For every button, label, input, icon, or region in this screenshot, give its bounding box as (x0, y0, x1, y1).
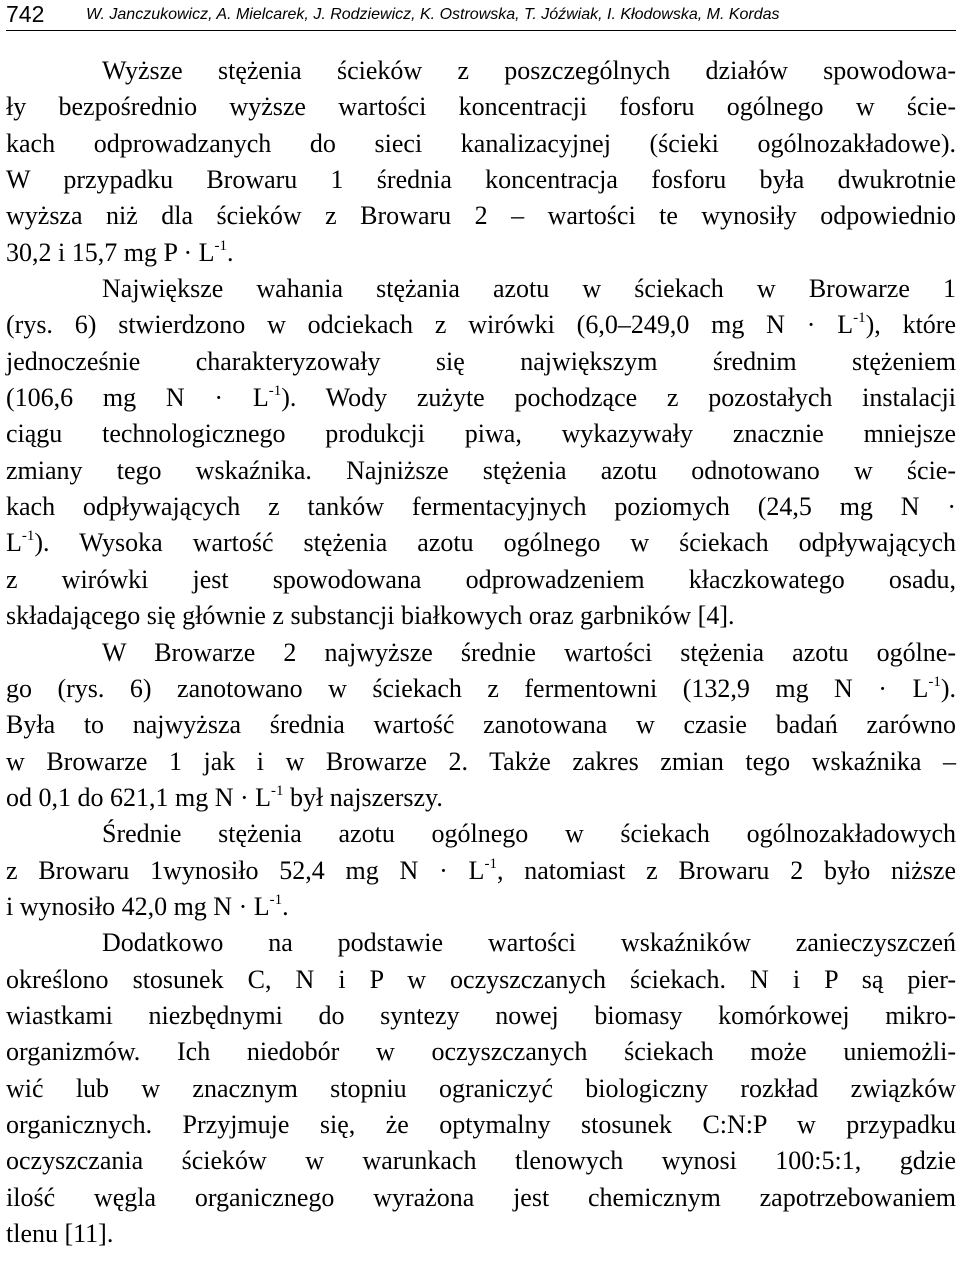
text-run: jednocześnie charakteryzowały się największym średnim stężeniem (6, 346, 956, 376)
text-run: składającego się głównie z substancji białkowych oraz garbników [4]. (6, 601, 735, 631)
text-line (6, 816, 956, 852)
superscript: -1 (853, 310, 866, 327)
text-line (6, 525, 956, 561)
header-authors: W. Janczukowicz, A. Mielcarek, J. Rodziewicz, K. Ostrowska, T. Jóźwiak, I. Kłodowska, M. Kordas (86, 6, 780, 23)
text-run: ). (940, 673, 956, 703)
text-line (6, 1180, 956, 1216)
text-line (6, 780, 956, 816)
paragraph (6, 925, 956, 1252)
text-run: kach odpływających z tanków fermentacyjnych poziomych (24,5 mg N · (6, 492, 956, 522)
text-run: ły bezpośrednio wyższe wartości koncentracji fosforu ogólnego w ście- (6, 92, 956, 122)
text-line (6, 998, 956, 1034)
text-line (6, 198, 956, 234)
text-run: ), które (865, 310, 956, 340)
text-run: w Browarze 1 jak i w Browarze 2. Także zakres zmian tego wskaźnika – (6, 746, 956, 776)
body-text (6, 53, 956, 1252)
text-line (6, 344, 956, 380)
text-line (6, 380, 956, 416)
text-line (6, 453, 956, 489)
text-run: od 0,1 do 621,1 mg N · L (6, 782, 272, 812)
text-run: , natomiast z Browaru 2 było niższe (496, 855, 956, 885)
text-line (6, 562, 956, 598)
text-run: W przypadku Browaru 1 średnia koncentracja fosforu była dwukrotnie (6, 165, 956, 195)
text-line (6, 489, 956, 525)
text-line (6, 1071, 956, 1107)
text-line (6, 925, 956, 961)
text-run: ciągu technologicznego produkcji piwa, wykazywały znacznie mniejsze (6, 419, 956, 449)
text-run: Wyższe stężenia ścieków z poszczególnych działów spowodowa- (102, 56, 956, 85)
text-line (6, 1143, 956, 1179)
text-run: i wynosiło 42,0 mg N · L (6, 891, 270, 921)
text-run: ). Wody zużyte pochodzące z pozostałych instalacji (281, 383, 957, 413)
superscript: -1 (268, 383, 282, 400)
text-run: Średnie stężenia azotu ogólnego w ściekach ogólnozakładowych (102, 819, 956, 849)
text-line (6, 307, 956, 343)
text-run: ilość węgla organicznego wyrażona jest chemicznym zapotrzebowaniem (6, 1182, 956, 1212)
text-run: ). Wysoka wartość stężenia azotu ogólnego w ściekach odpływających (34, 528, 956, 558)
text-run: Dodatkowo na podstawie wartości wskaźników zanieczyszczeń (102, 928, 956, 958)
text-run: W Browarze 2 najwyższe średnie wartości stężenia azotu ogólne- (102, 637, 956, 667)
text-run: zmiany tego wskaźnika. Najniższe stężenia azotu odnotowano w ście- (6, 455, 956, 485)
text-line (6, 889, 956, 925)
text-line (6, 89, 956, 125)
text-run: go (rys. 6) zanotowano w ściekach z fermentowni (132,9 mg N · L (6, 673, 929, 703)
text-run: (rys. 6) stwierdzono w odciekach z wirówki (6,0–249,0 mg N · L (6, 310, 854, 340)
text-line (6, 416, 956, 452)
text-run: tlenu [11]. (6, 1219, 114, 1248)
paragraph (6, 53, 956, 271)
text-run: był najszerszy. (283, 782, 443, 812)
superscript: -1 (21, 528, 35, 545)
text-line (6, 853, 956, 889)
text-line (6, 271, 956, 307)
text-run: określono stosunek C, N i P w oczyszczanych ściekach. N i P są pier- (6, 964, 956, 994)
text-run: . (282, 891, 289, 921)
text-line (6, 162, 956, 198)
text-run: . (226, 237, 234, 267)
paragraph (6, 635, 956, 817)
text-run: (106,6 mg N · L (6, 383, 269, 413)
text-line (6, 635, 956, 671)
text-run: organizmów. Ich niedobór w oczyszczanych ściekach może uniemożli- (6, 1037, 956, 1067)
text-run: wiastkami niezbędnymi do syntezy nowej biomasy komórkowej mikro- (6, 1000, 956, 1030)
text-line (6, 962, 956, 998)
running-header (6, 0, 956, 31)
paragraph (6, 816, 956, 925)
page-number: 742 (6, 1, 45, 27)
text-run: z wirówki jest spowodowana odprowadzeniem kłaczkowatego osadu, (6, 564, 956, 594)
text-line (6, 671, 956, 707)
superscript: -1 (928, 673, 941, 690)
text-run: wyższa niż dla ścieków z Browaru 2 – wartości te wynosiły odpowiednio (6, 201, 956, 231)
text-line (6, 1034, 956, 1070)
paragraph (6, 271, 956, 634)
text-run: z Browaru 1wynosiło 52,4 mg N · L (6, 855, 485, 885)
text-line (6, 53, 956, 89)
superscript: -1 (271, 782, 284, 799)
text-run: Była to najwyższa średnia wartość zanotowana w czasie badań zarówno (6, 710, 956, 740)
superscript: -1 (214, 237, 227, 254)
text-line (6, 598, 956, 634)
text-run: kach odprowadzanych do sieci kanalizacyjnej (ścieki ogólnozakładowe). (6, 128, 956, 158)
text-line (6, 744, 956, 780)
text-line (6, 235, 956, 271)
text-line (6, 1216, 956, 1252)
text-run: 30,2 i 15,7 mg P · L (6, 237, 215, 267)
text-run: organicznych. Przyjmuje się, że optymalny stosunek C:N:P w przypadku (6, 1109, 956, 1139)
text-run: Największe wahania stężania azotu w ściekach w Browarze 1 (102, 274, 956, 304)
superscript: -1 (484, 855, 497, 872)
text-run: wić lub w znacznym stopniu ograniczyć biologiczny rozkład związków (6, 1073, 956, 1103)
superscript: -1 (269, 891, 283, 908)
text-line (6, 707, 956, 743)
text-run: L (6, 528, 22, 558)
text-run: oczyszczania ścieków w warunkach tlenowych wynosi 100:5:1, gdzie (6, 1146, 956, 1176)
text-line (6, 1107, 956, 1143)
text-line (6, 126, 956, 162)
